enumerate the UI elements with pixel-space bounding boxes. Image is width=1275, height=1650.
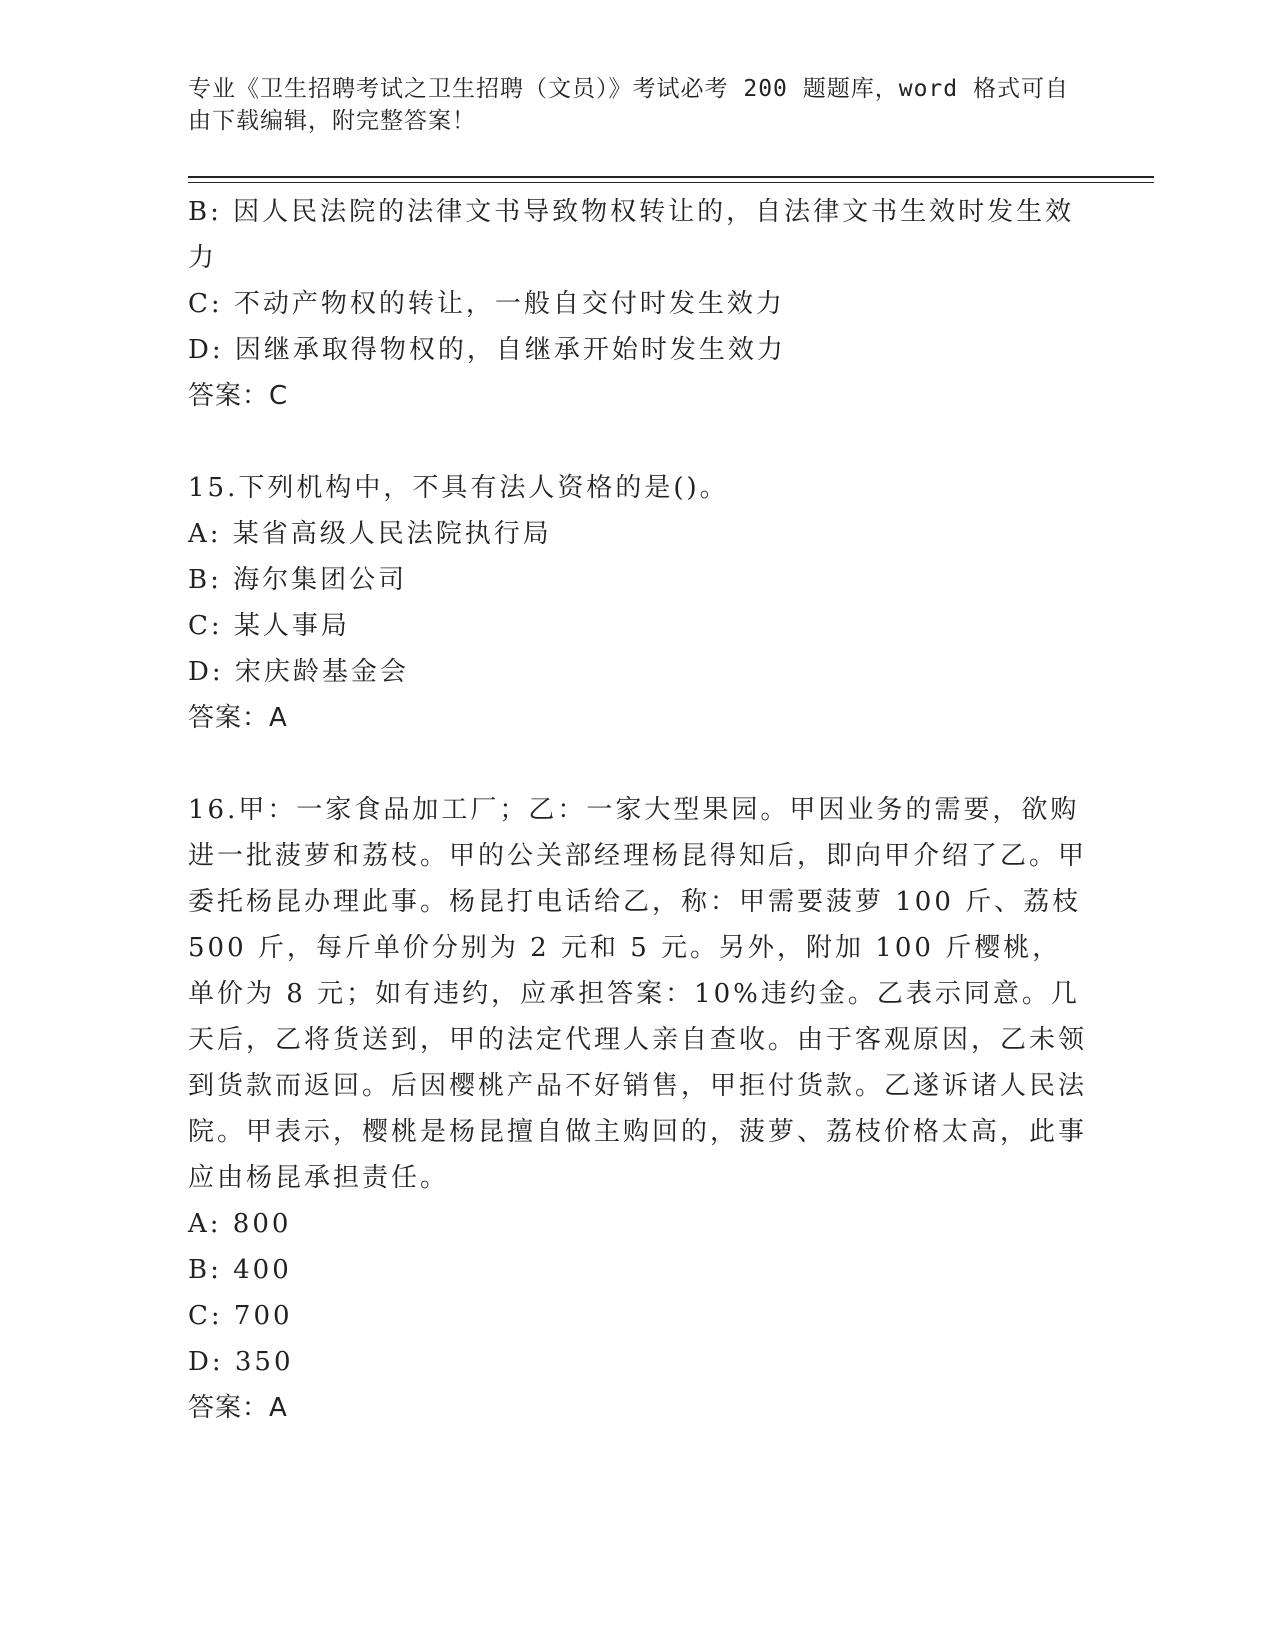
question-14-tail [188, 189, 1088, 419]
answer: 答案：C [188, 381, 289, 411]
option-c: C: 不动产物权的转让，一般自交付时发生效力 [188, 289, 785, 319]
header-rule-thin [188, 182, 1154, 183]
question-16 [188, 787, 1088, 1431]
answer: 答案：A [188, 1393, 288, 1423]
header-rule-thick [188, 176, 1154, 178]
spacer [188, 419, 1088, 465]
option-c: C: 700 [188, 1301, 293, 1331]
option-d: D: 因继承取得物权的，自继承开始时发生效力 [188, 335, 786, 365]
option-b: B: 400 [188, 1255, 292, 1285]
option-d: D: 350 [188, 1347, 294, 1377]
option-c: C: 某人事局 [188, 611, 350, 641]
question-stem: 16.甲：一家食品加工厂；乙：一家大型果园。甲因业务的需要，欲购进一批菠萝和荔枝。甲的公关部经理杨昆得知后，即向甲介绍了乙。甲委托杨昆办理此事。杨昆打电话给乙，称：甲需要菠萝 100 斤、荔枝 500 斤，每斤单价分别为 2 元和 5 元。另外，附加 100 斤樱桃，单价为 8 元；如有违约，应承担答案：10%违约金。乙表示同意。几天后，乙将货送到，甲的法定代理人亲自查收。由于客观原因，乙未领到货款而返回。后因樱桃产品不好销售，甲拒付货款。乙遂诉诸人民法院。甲表示，樱桃是杨昆擅自做主购回的，菠萝、荔枝价格太高，此事应由杨昆承担责任。 [188, 795, 1088, 1193]
document-body [188, 189, 1088, 1431]
page-header: 专业《卫生招聘考试之卫生招聘（文员）》考试必考 200 题题库，word 格式可自由下载编辑，附完整答案！ [188, 76, 1069, 134]
answer: 答案：A [188, 703, 288, 733]
option-b: B: 海尔集团公司 [188, 565, 408, 595]
question-15 [188, 465, 1088, 741]
option-a: A: 800 [188, 1209, 292, 1239]
option-a: A: 某省高级人民法院执行局 [188, 519, 552, 549]
question-stem: 15.下列机构中，不具有法人资格的是()。 [188, 473, 729, 503]
option-d: D: 宋庆龄基金会 [188, 657, 409, 687]
spacer [188, 741, 1088, 787]
option-b: B: 因人民法院的法律文书导致物权转让的，自法律文书生效时发生效力 [188, 197, 1075, 273]
